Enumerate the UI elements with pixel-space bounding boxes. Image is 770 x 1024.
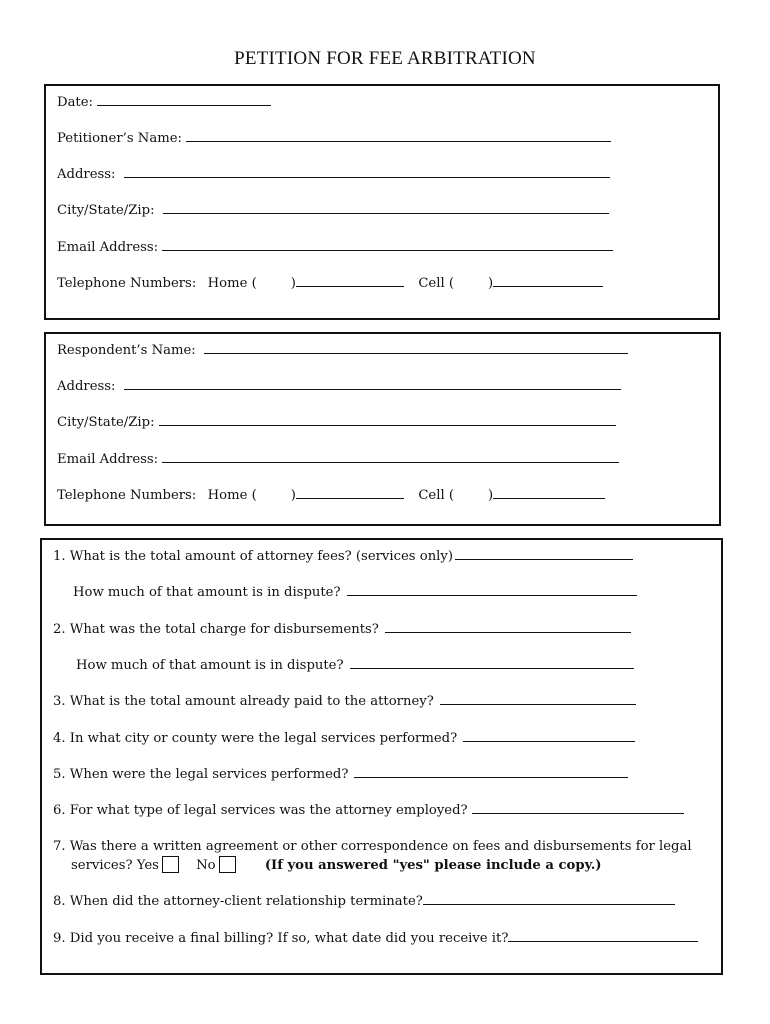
question-1b-field[interactable] xyxy=(347,583,637,596)
question-6-field[interactable] xyxy=(472,801,684,814)
respondent-cell-label: Cell ( xyxy=(418,488,454,503)
petitioner-city-field[interactable] xyxy=(163,201,609,214)
respondent-email-row xyxy=(57,450,719,469)
respondent-email-field[interactable] xyxy=(162,450,619,463)
question-2b-field[interactable] xyxy=(350,656,634,669)
petitioner-cell-label: Cell ( xyxy=(418,276,454,291)
petitioner-phone-label: Telephone Numbers: xyxy=(57,276,197,291)
respondent-cell-paren: ) xyxy=(488,488,494,503)
question-7-label: 7. Was there a written agreement or other correspondence on fees and disbursements for legal xyxy=(53,839,692,854)
question-8-row xyxy=(53,892,721,911)
petitioner-section xyxy=(44,84,720,320)
petitioner-name-field[interactable] xyxy=(186,129,611,142)
petitioner-email-row xyxy=(57,238,718,257)
respondent-cell-phone-field[interactable] xyxy=(493,486,605,499)
petitioner-email-label: Email Address: xyxy=(57,240,159,255)
petitioner-address-field[interactable] xyxy=(124,165,610,178)
petitioner-city-label: City/State/Zip: xyxy=(57,203,155,218)
petitioner-cell-phone-field[interactable] xyxy=(493,274,603,287)
petitioner-home-label: Home ( xyxy=(207,276,257,291)
question-4-field[interactable] xyxy=(463,729,635,742)
question-4-label: 4. In what city or county were the legal services performed? xyxy=(53,731,458,746)
respondent-email-label: Email Address: xyxy=(57,452,159,467)
question-5-label: 5. When were the legal services performed? xyxy=(53,767,349,782)
question-7-no-label: No xyxy=(196,858,216,873)
question-9-label: 9. Did you receive a final billing? If so, what date did you receive it? xyxy=(53,931,509,946)
question-4-row xyxy=(53,729,721,748)
question-1b-row xyxy=(73,583,721,602)
question-2b-row xyxy=(76,656,721,675)
respondent-city-field[interactable] xyxy=(159,413,616,426)
respondent-city-row xyxy=(57,413,719,432)
respondent-address-label: Address: xyxy=(57,379,116,394)
question-1-row xyxy=(53,547,721,566)
question-3-field[interactable] xyxy=(440,692,636,705)
question-1-label: 1. What is the total amount of attorney fees? (services only) xyxy=(53,549,453,564)
respondent-phone-row xyxy=(57,486,719,505)
question-2b-label: How much of that amount is in dispute? xyxy=(76,658,344,673)
date-field[interactable] xyxy=(97,93,271,106)
question-3-row xyxy=(53,692,721,711)
question-3-label: 3. What is the total amount already paid to the attorney? xyxy=(53,694,434,709)
respondent-section xyxy=(44,332,721,526)
questions-section xyxy=(40,538,723,975)
question-2-row xyxy=(53,620,721,639)
petitioner-city-row xyxy=(57,201,718,220)
respondent-address-row xyxy=(57,377,719,396)
question-7-row xyxy=(53,838,721,856)
respondent-name-label: Respondent’s Name: xyxy=(57,343,196,358)
question-2-label: 2. What was the total charge for disbursements? xyxy=(53,622,379,637)
petitioner-name-row xyxy=(57,129,718,148)
question-7-answer-row xyxy=(71,856,721,875)
question-1b-label: How much of that amount is in dispute? xyxy=(73,585,341,600)
question-6-label: 6. For what type of legal services was the attorney employed? xyxy=(53,803,468,818)
question-6-row xyxy=(53,801,721,820)
petitioner-address-row xyxy=(57,165,718,184)
petitioner-home-paren: ) xyxy=(290,276,296,291)
question-9-row xyxy=(53,929,721,948)
petitioner-phone-row xyxy=(57,274,718,293)
question-5-field[interactable] xyxy=(354,765,628,778)
respondent-name-row xyxy=(57,341,719,360)
respondent-home-phone-field[interactable] xyxy=(296,486,404,499)
question-7-services-label: services? xyxy=(71,858,133,873)
question-8-field[interactable] xyxy=(423,892,675,905)
respondent-name-field[interactable] xyxy=(204,341,628,354)
question-7-note: (If you answered "yes" please include a copy.) xyxy=(264,858,602,873)
petitioner-home-phone-field[interactable] xyxy=(296,274,404,287)
petitioner-name-label: Petitioner’s Name: xyxy=(57,131,182,146)
date-row xyxy=(57,93,718,112)
respondent-home-paren: ) xyxy=(290,488,296,503)
petitioner-cell-paren: ) xyxy=(488,276,494,291)
question-1-field[interactable] xyxy=(455,547,633,560)
respondent-city-label: City/State/Zip: xyxy=(57,415,155,430)
respondent-address-field[interactable] xyxy=(124,377,621,390)
respondent-phone-label: Telephone Numbers: xyxy=(57,488,197,503)
no-checkbox[interactable] xyxy=(219,856,236,873)
question-8-label: 8. When did the attorney-client relationship terminate? xyxy=(53,894,423,909)
petitioner-address-label: Address: xyxy=(57,167,116,182)
question-2-field[interactable] xyxy=(385,620,631,633)
respondent-home-label: Home ( xyxy=(207,488,257,503)
page-title: PETITION FOR FEE ARBITRATION xyxy=(234,48,536,69)
yes-checkbox[interactable] xyxy=(162,856,179,873)
question-5-row xyxy=(53,765,721,784)
question-7-yes-label: Yes xyxy=(136,858,159,873)
date-label: Date: xyxy=(57,95,93,110)
question-9-field[interactable] xyxy=(508,929,698,942)
petitioner-email-field[interactable] xyxy=(162,238,613,251)
